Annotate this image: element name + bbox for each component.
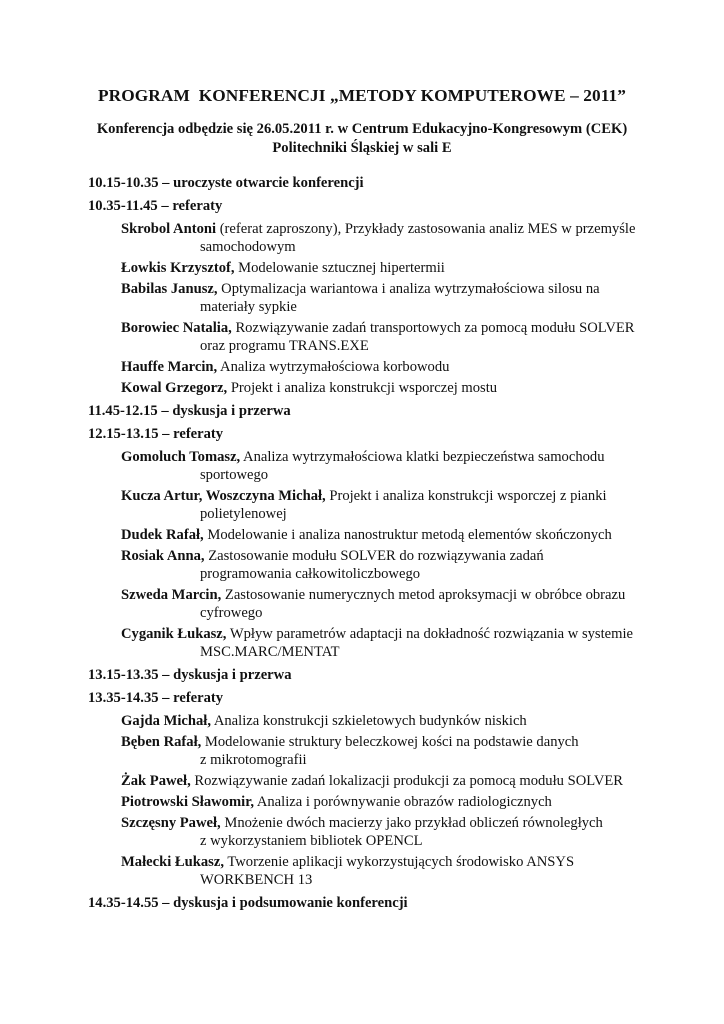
talk-title-continuation: WORKBENCH 13 (200, 872, 313, 888)
talk-author: Dudek Rafał, (121, 527, 204, 543)
talk-author: Piotrowski Sławomir, (121, 794, 254, 810)
talk-title-continuation: oraz programu TRANS.EXE (200, 338, 369, 354)
talk-author: Szczęsny Paweł, (121, 815, 221, 831)
talk-author: Gajda Michał, (121, 713, 211, 729)
talk-title: Zastosowanie modułu SOLVER do rozwiązywania zadań (204, 548, 544, 564)
talk-author: Kowal Grzegorz, (121, 380, 228, 396)
talk-author: Kucza Artur, Woszczyna Michał, (121, 488, 326, 504)
talk-author: Skrobol Antoni (121, 221, 217, 237)
subtitle-venue-room: Politechniki Śląskiej w sali E (272, 140, 452, 156)
schedule-time-slot: 12.15-13.15 – referaty (88, 426, 224, 442)
talk-entry (121, 319, 635, 337)
talk-entry (121, 220, 635, 238)
talk-author: Cyganik Łukasz, (121, 626, 227, 642)
talk-author: Hauffe Marcin, (121, 359, 218, 375)
schedule-time-slot: 11.45-12.15 – dyskusja i przerwa (88, 403, 291, 419)
talk-author: Małecki Łukasz, (121, 854, 224, 870)
talk-title-continuation: MSC.MARC/MENTAT (200, 644, 340, 660)
talk-title: Analiza wytrzymałościowa korbowodu (217, 359, 450, 375)
talk-title: Analiza wytrzymałościowa klatki bezpieczeństwa samochodu (240, 449, 605, 465)
talk-author: Rosiak Anna, (121, 548, 205, 564)
talk-entry (121, 547, 544, 565)
talk-title: Modelowanie sztucznej hipertermii (234, 260, 445, 276)
schedule-time-slot: 10.15-10.35 – uroczyste otwarcie konferencji (88, 175, 364, 191)
talk-title: Optymalizacja wariantowa i analiza wytrzymałościowa silosu na (217, 281, 600, 297)
talk-entry (121, 853, 574, 871)
talk-author: Bęben Rafał, (121, 734, 202, 750)
talk-title-continuation: polietylenowej (200, 506, 287, 522)
talk-entry (121, 733, 579, 751)
talk-title: Mnożenie dwóch macierzy jako przykład obliczeń równoległych (220, 815, 603, 831)
talk-author: Żak Paweł, (121, 773, 191, 789)
talk-entry (121, 772, 623, 790)
talk-entry (121, 487, 607, 505)
talk-title: Tworzenie aplikacji wykorzystujących środowisko ANSYS (223, 854, 575, 870)
talk-entry (121, 526, 612, 544)
talk-title-continuation: materiały sypkie (200, 299, 297, 315)
talk-title: Analiza konstrukcji szkieletowych budynków niskich (211, 713, 527, 729)
talk-entry (121, 625, 633, 643)
talk-title-continuation: programowania całkowitoliczbowego (200, 566, 421, 582)
talk-title-continuation: cyfrowego (200, 605, 263, 621)
talk-title: Modelowanie i analiza nanostruktur metodą elementów skończonych (203, 527, 612, 543)
talk-title: Analiza i porównywanie obrazów radiologicznych (253, 794, 552, 810)
talk-author: Gomoluch Tomasz, (121, 449, 241, 465)
talk-entry (121, 358, 449, 376)
talk-author: Szweda Marcin, (121, 587, 222, 603)
talk-title: Modelowanie struktury beleczkowej kości na podstawie danych (201, 734, 579, 750)
talk-title-continuation: samochodowym (200, 239, 296, 255)
schedule-time-slot: 14.35-14.55 – dyskusja i podsumowanie konferencji (88, 895, 408, 911)
talk-author: Babilas Janusz, (121, 281, 218, 297)
talk-entry (121, 793, 552, 811)
talk-entry (121, 712, 527, 730)
page-title: PROGRAM KONFERENCJI „METODY KOMPUTEROWE – 2011” (97, 86, 627, 105)
talk-title-continuation: z mikrotomografii (200, 752, 307, 768)
talk-title: Wpływ parametrów adaptacji na dokładność rozwiązania w systemie (226, 626, 634, 642)
talk-title: Projekt i analiza konstrukcji wsporczej z pianki (325, 488, 607, 504)
talk-title: Rozwiązywanie zadań lokalizacji produkcji za pomocą modułu SOLVER (190, 773, 624, 789)
subtitle-venue: Konferencja odbędzie się 26.05.2011 r. w Centrum Edukacyjno-Kongresowym (CEK) (96, 121, 628, 137)
talk-title: Projekt i analiza konstrukcji wsporczej mostu (227, 380, 498, 396)
schedule-time-slot: 10.35-11.45 – referaty (88, 198, 223, 214)
schedule-time-slot: 13.35-14.35 – referaty (88, 690, 224, 706)
talk-title: (referat zaproszony), Przykłady zastosowania analiz MES w przemyśle (216, 221, 636, 237)
talk-author: Borowiec Natalia, (121, 320, 232, 336)
talk-title-continuation: sportowego (200, 467, 269, 483)
talk-title: Rozwiązywanie zadań transportowych za pomocą modułu SOLVER (231, 320, 635, 336)
talk-entry (121, 280, 600, 298)
talk-title-continuation: z wykorzystaniem bibliotek OPENCL (200, 833, 423, 849)
talk-entry (121, 448, 605, 466)
schedule-time-slot: 13.15-13.35 – dyskusja i przerwa (88, 667, 292, 683)
talk-entry (121, 379, 497, 397)
talk-entry (121, 586, 625, 604)
talk-author: Łowkis Krzysztof, (121, 260, 235, 276)
talk-entry (121, 259, 445, 277)
talk-entry (121, 814, 603, 832)
talk-title: Zastosowanie numerycznych metod aproksymacji w obróbce obrazu (221, 587, 626, 603)
